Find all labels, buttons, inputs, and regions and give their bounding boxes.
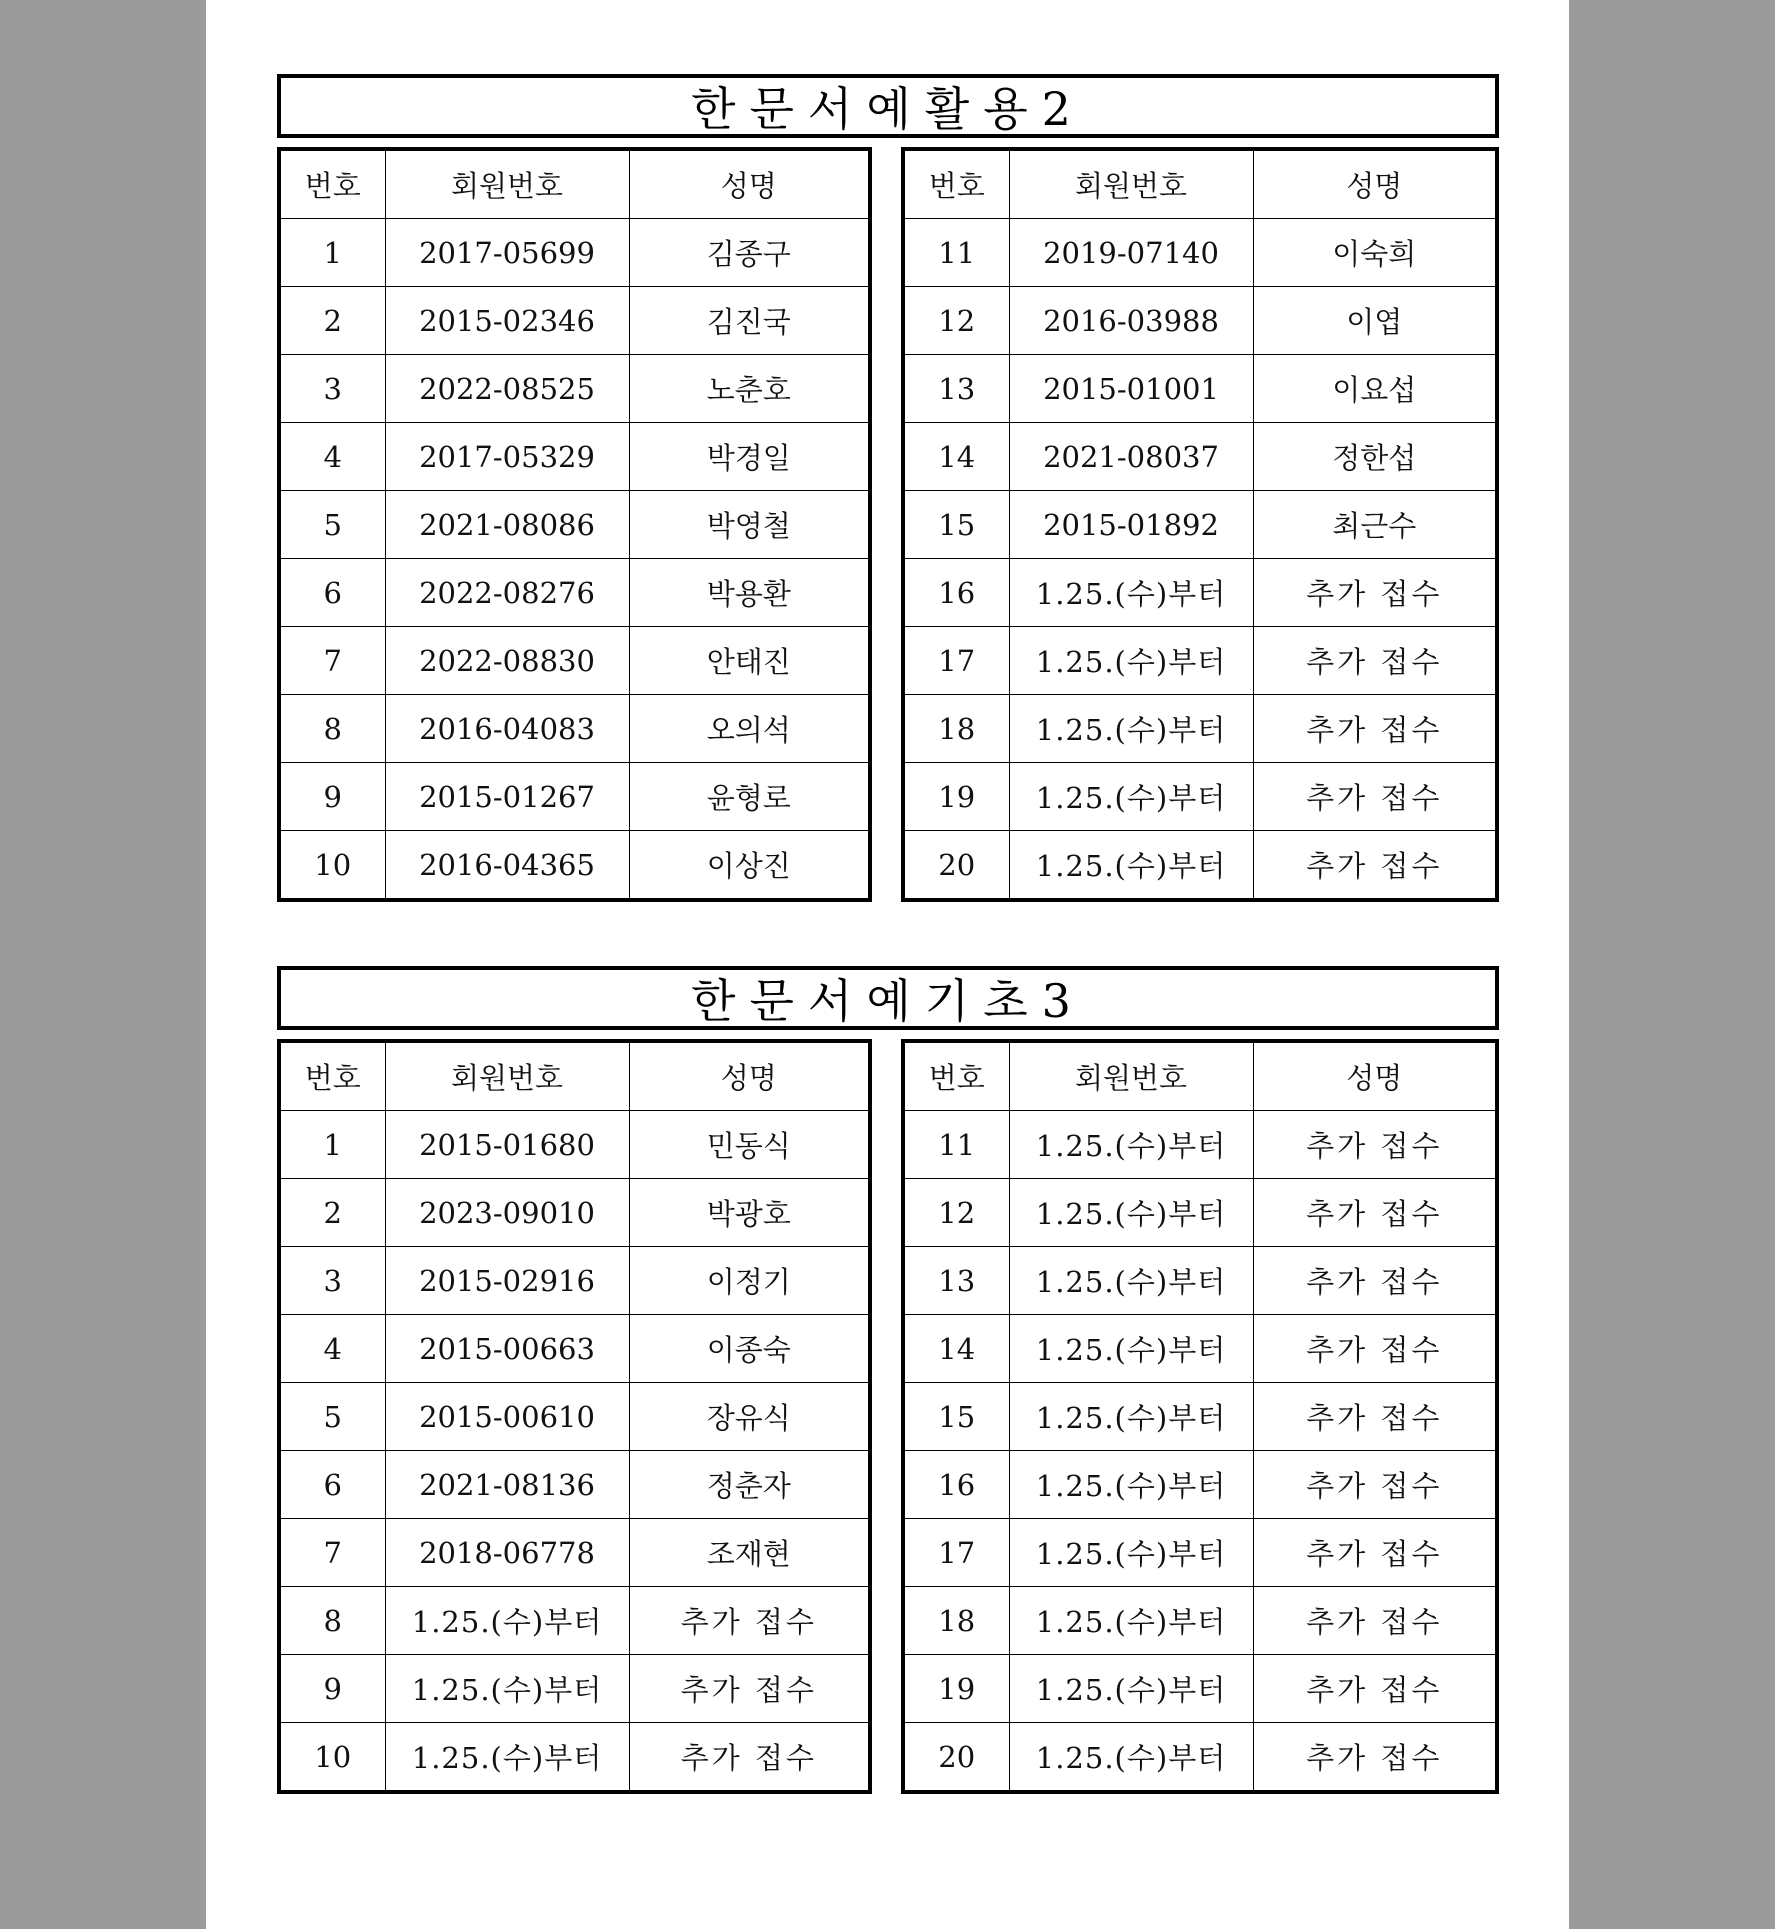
member-id-cell: 1.25.(수)부터	[1009, 627, 1253, 695]
member-name-cell: 장유식	[629, 1383, 870, 1451]
member-id-cell: 2017-05329	[385, 423, 629, 491]
row-number-cell: 15	[903, 1383, 1009, 1451]
member-id-cell: 1.25.(수)부터	[1009, 695, 1253, 763]
member-name-cell: 이정기	[629, 1247, 870, 1315]
table-row	[903, 1383, 1497, 1451]
row-number-cell: 14	[903, 1315, 1009, 1383]
member-id-cell: 2015-02916	[385, 1247, 629, 1315]
member-id-cell: 2023-09010	[385, 1179, 629, 1247]
member-id-cell: 2019-07140	[1009, 219, 1253, 287]
table-row	[903, 627, 1497, 695]
row-number-cell: 3	[279, 355, 385, 423]
table-row	[279, 491, 870, 559]
row-number-cell: 11	[903, 1111, 1009, 1179]
member-name-cell: 김종구	[629, 219, 870, 287]
member-name-cell: 추가 접수	[1253, 1587, 1497, 1655]
member-id-cell: 2015-01001	[1009, 355, 1253, 423]
table-row	[279, 1383, 870, 1451]
member-id-cell: 2016-04365	[385, 831, 629, 901]
row-number-cell: 16	[903, 559, 1009, 627]
member-id-cell: 1.25.(수)부터	[1009, 763, 1253, 831]
table-row	[279, 1723, 870, 1793]
row-number-cell: 16	[903, 1451, 1009, 1519]
member-id-cell: 2015-00610	[385, 1383, 629, 1451]
member-name-cell: 조재현	[629, 1519, 870, 1587]
row-number-cell: 18	[903, 695, 1009, 763]
row-number-cell: 8	[279, 695, 385, 763]
header-member-id: 회원번호	[1009, 1041, 1253, 1111]
row-number-cell: 7	[279, 1519, 385, 1587]
roster-table-left	[277, 147, 872, 902]
member-name-cell: 이요섭	[1253, 355, 1497, 423]
row-number-cell: 5	[279, 1383, 385, 1451]
member-id-cell: 1.25.(수)부터	[1009, 1655, 1253, 1723]
table-row	[903, 219, 1497, 287]
member-name-cell: 김진국	[629, 287, 870, 355]
table-row	[903, 1451, 1497, 1519]
member-id-cell: 2015-01892	[1009, 491, 1253, 559]
member-id-cell: 1.25.(수)부터	[1009, 1451, 1253, 1519]
roster-table-right	[901, 1039, 1499, 1794]
table-row	[279, 831, 870, 901]
member-id-cell: 2016-03988	[1009, 287, 1253, 355]
member-name-cell: 추가 접수	[1253, 1383, 1497, 1451]
member-name-cell: 민동식	[629, 1111, 870, 1179]
table-row	[279, 1451, 870, 1519]
header-row	[279, 149, 870, 219]
member-id-cell: 1.25.(수)부터	[1009, 1111, 1253, 1179]
table-row	[279, 1519, 870, 1587]
member-id-cell: 1.25.(수)부터	[1009, 831, 1253, 901]
row-number-cell: 20	[903, 831, 1009, 901]
member-name-cell: 추가 접수	[629, 1723, 870, 1793]
row-number-cell: 18	[903, 1587, 1009, 1655]
row-number-cell: 6	[279, 559, 385, 627]
member-name-cell: 박경일	[629, 423, 870, 491]
member-name-cell: 이상진	[629, 831, 870, 901]
row-number-cell: 12	[903, 287, 1009, 355]
member-id-cell: 1.25.(수)부터	[1009, 1723, 1253, 1793]
member-name-cell: 추가 접수	[1253, 1519, 1497, 1587]
row-number-cell: 1	[279, 219, 385, 287]
member-name-cell: 오의석	[629, 695, 870, 763]
member-id-cell: 2022-08830	[385, 627, 629, 695]
header-name: 성명	[1253, 1041, 1497, 1111]
member-id-cell: 1.25.(수)부터	[1009, 1519, 1253, 1587]
header-num: 번호	[903, 1041, 1009, 1111]
member-id-cell: 2015-00663	[385, 1315, 629, 1383]
table-row	[903, 1519, 1497, 1587]
member-name-cell: 추가 접수	[1253, 763, 1497, 831]
row-number-cell: 4	[279, 1315, 385, 1383]
member-name-cell: 추가 접수	[1253, 831, 1497, 901]
member-name-cell: 추가 접수	[1253, 1179, 1497, 1247]
member-name-cell: 노춘호	[629, 355, 870, 423]
table-row	[903, 491, 1497, 559]
row-number-cell: 10	[279, 831, 385, 901]
header-name: 성명	[1253, 149, 1497, 219]
row-number-cell: 10	[279, 1723, 385, 1793]
member-name-cell: 박광호	[629, 1179, 870, 1247]
row-number-cell: 13	[903, 1247, 1009, 1315]
row-number-cell: 6	[279, 1451, 385, 1519]
section-title: 한문서예기초3	[277, 966, 1499, 1030]
member-id-cell: 2018-06778	[385, 1519, 629, 1587]
member-name-cell: 정한섭	[1253, 423, 1497, 491]
member-id-cell: 1.25.(수)부터	[385, 1587, 629, 1655]
member-name-cell: 추가 접수	[1253, 1315, 1497, 1383]
row-number-cell: 9	[279, 763, 385, 831]
header-row	[903, 149, 1497, 219]
header-row	[279, 1041, 870, 1111]
row-number-cell: 13	[903, 355, 1009, 423]
member-name-cell: 최근수	[1253, 491, 1497, 559]
table-row	[279, 1587, 870, 1655]
member-id-cell: 1.25.(수)부터	[385, 1655, 629, 1723]
member-name-cell: 추가 접수	[1253, 559, 1497, 627]
member-id-cell: 1.25.(수)부터	[385, 1723, 629, 1793]
table-row	[279, 355, 870, 423]
table-row	[279, 763, 870, 831]
table-row	[903, 423, 1497, 491]
row-number-cell: 19	[903, 763, 1009, 831]
member-id-cell: 1.25.(수)부터	[1009, 1587, 1253, 1655]
row-number-cell: 15	[903, 491, 1009, 559]
header-member-id: 회원번호	[385, 149, 629, 219]
member-name-cell: 안태진	[629, 627, 870, 695]
table-row	[903, 1111, 1497, 1179]
header-name: 성명	[629, 1041, 870, 1111]
row-number-cell: 19	[903, 1655, 1009, 1723]
table-row	[903, 695, 1497, 763]
header-num: 번호	[903, 149, 1009, 219]
row-number-cell: 7	[279, 627, 385, 695]
member-name-cell: 추가 접수	[629, 1655, 870, 1723]
member-id-cell: 2015-02346	[385, 287, 629, 355]
header-member-id: 회원번호	[385, 1041, 629, 1111]
member-id-cell: 2017-05699	[385, 219, 629, 287]
member-name-cell: 추가 접수	[1253, 1723, 1497, 1793]
member-id-cell: 2015-01267	[385, 763, 629, 831]
table-row	[903, 831, 1497, 901]
table-row	[903, 1723, 1497, 1793]
row-number-cell: 3	[279, 1247, 385, 1315]
row-number-cell: 2	[279, 287, 385, 355]
table-row	[279, 1179, 870, 1247]
member-id-cell: 1.25.(수)부터	[1009, 1179, 1253, 1247]
header-row	[903, 1041, 1497, 1111]
member-name-cell: 추가 접수	[1253, 1247, 1497, 1315]
roster-table-right	[901, 147, 1499, 902]
member-name-cell: 추가 접수	[629, 1587, 870, 1655]
member-id-cell: 2022-08276	[385, 559, 629, 627]
table-row	[903, 559, 1497, 627]
member-name-cell: 박용환	[629, 559, 870, 627]
header-member-id: 회원번호	[1009, 149, 1253, 219]
row-number-cell: 11	[903, 219, 1009, 287]
row-number-cell: 1	[279, 1111, 385, 1179]
row-number-cell: 5	[279, 491, 385, 559]
member-id-cell: 1.25.(수)부터	[1009, 559, 1253, 627]
member-name-cell: 이숙희	[1253, 219, 1497, 287]
table-row	[279, 1111, 870, 1179]
member-name-cell: 추가 접수	[1253, 627, 1497, 695]
member-name-cell: 추가 접수	[1253, 1111, 1497, 1179]
table-row	[903, 355, 1497, 423]
row-number-cell: 8	[279, 1587, 385, 1655]
table-row	[279, 695, 870, 763]
member-id-cell: 2021-08037	[1009, 423, 1253, 491]
row-number-cell: 17	[903, 627, 1009, 695]
member-name-cell: 윤형로	[629, 763, 870, 831]
member-name-cell: 추가 접수	[1253, 695, 1497, 763]
table-row	[279, 627, 870, 695]
member-id-cell: 1.25.(수)부터	[1009, 1315, 1253, 1383]
table-row	[279, 423, 870, 491]
member-name-cell: 이종숙	[629, 1315, 870, 1383]
row-number-cell: 14	[903, 423, 1009, 491]
row-number-cell: 4	[279, 423, 385, 491]
table-row	[903, 1655, 1497, 1723]
row-number-cell: 9	[279, 1655, 385, 1723]
member-name-cell: 정춘자	[629, 1451, 870, 1519]
header-num: 번호	[279, 1041, 385, 1111]
member-id-cell: 1.25.(수)부터	[1009, 1383, 1253, 1451]
row-number-cell: 17	[903, 1519, 1009, 1587]
section-title: 한문서예활용2	[277, 74, 1499, 138]
roster-table-left	[277, 1039, 872, 1794]
member-name-cell: 추가 접수	[1253, 1451, 1497, 1519]
table-row	[279, 287, 870, 355]
table-row	[903, 1587, 1497, 1655]
table-row	[279, 1655, 870, 1723]
row-number-cell: 2	[279, 1179, 385, 1247]
table-row	[279, 1315, 870, 1383]
member-name-cell: 이엽	[1253, 287, 1497, 355]
member-name-cell: 박영철	[629, 491, 870, 559]
table-row	[903, 1247, 1497, 1315]
member-id-cell: 2015-01680	[385, 1111, 629, 1179]
table-row	[279, 559, 870, 627]
member-id-cell: 2021-08136	[385, 1451, 629, 1519]
table-row	[903, 763, 1497, 831]
table-row	[279, 219, 870, 287]
header-name: 성명	[629, 149, 870, 219]
member-name-cell: 추가 접수	[1253, 1655, 1497, 1723]
member-id-cell: 2021-08086	[385, 491, 629, 559]
document-page	[206, 0, 1569, 1929]
table-row	[903, 287, 1497, 355]
member-id-cell: 2016-04083	[385, 695, 629, 763]
member-id-cell: 2022-08525	[385, 355, 629, 423]
table-row	[903, 1179, 1497, 1247]
member-id-cell: 1.25.(수)부터	[1009, 1247, 1253, 1315]
row-number-cell: 12	[903, 1179, 1009, 1247]
row-number-cell: 20	[903, 1723, 1009, 1793]
table-row	[279, 1247, 870, 1315]
table-row	[903, 1315, 1497, 1383]
header-num: 번호	[279, 149, 385, 219]
